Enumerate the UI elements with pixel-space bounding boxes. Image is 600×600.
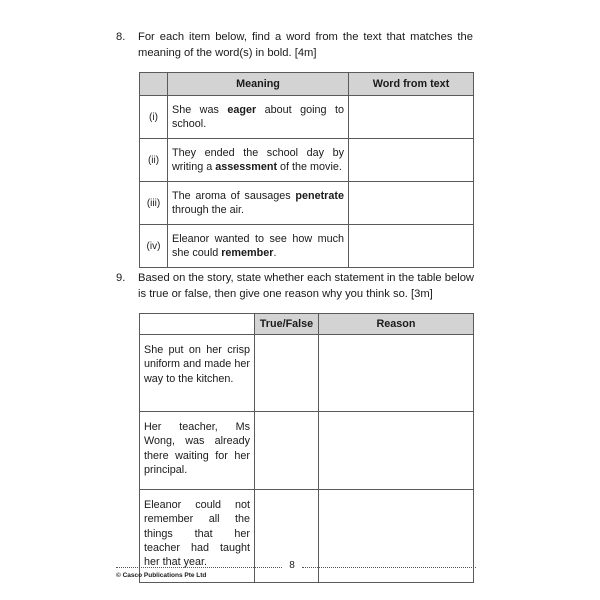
header-blank-cell xyxy=(140,314,255,335)
bold-word: remember xyxy=(221,247,274,259)
answer-cell[interactable] xyxy=(349,182,474,225)
table-row xyxy=(140,139,474,182)
footer-divider-right xyxy=(302,567,476,568)
meaning-text: Eleanor wanted to see how much she could xyxy=(172,233,344,259)
header-meaning: Meaning xyxy=(168,73,349,96)
reason-cell[interactable] xyxy=(319,335,474,412)
reason-cell[interactable] xyxy=(319,412,474,490)
true-false-cell[interactable] xyxy=(255,335,319,412)
question-9-table xyxy=(139,313,474,583)
bold-word: assessment xyxy=(215,161,278,173)
meaning-text: of the movie. xyxy=(277,161,342,173)
meaning-text: . xyxy=(273,247,277,259)
question-8-text: For each item below, find a word from the text that matches the meaning of the word(s) in bold. [4m] xyxy=(138,31,473,59)
table-row xyxy=(140,412,474,490)
meaning-text: She was xyxy=(172,104,228,116)
copyright-text: © Casco Publications Pte Ltd xyxy=(116,572,207,579)
question-9-number: 9. xyxy=(116,272,126,284)
bold-word: penetrate xyxy=(295,190,344,202)
header-true-false: True/False xyxy=(255,314,319,335)
row-number: (i) xyxy=(140,96,168,139)
table-row xyxy=(140,225,474,268)
question-9 xyxy=(116,270,476,304)
true-false-cell[interactable] xyxy=(255,412,319,490)
statement-cell: Her teacher, Ms Wong, was already there waiting for her principal. xyxy=(140,412,255,490)
header-reason: Reason xyxy=(319,314,474,335)
row-number: (iii) xyxy=(140,182,168,225)
question-8-table xyxy=(139,72,474,268)
meaning-cell xyxy=(168,96,349,139)
table-row xyxy=(140,335,474,412)
page-number: 8 xyxy=(289,560,295,571)
meaning-text: The aroma of sausages xyxy=(172,190,296,202)
answer-cell[interactable] xyxy=(349,139,474,182)
table-header-row xyxy=(140,73,474,96)
statement-cell: Eleanor could not remember all the things that her teacher had taught her that year. xyxy=(140,490,255,583)
question-8 xyxy=(116,29,476,63)
table-row xyxy=(140,96,474,139)
meaning-cell xyxy=(168,182,349,225)
header-word-from-text: Word from text xyxy=(349,73,474,96)
meaning-text: They ended the school day by writing a xyxy=(172,147,344,173)
table-header-row xyxy=(140,314,474,335)
footer-divider-left xyxy=(116,567,282,568)
question-9-text: Based on the story, state whether each statement in the table below is true or false, then give one reason why you think so. [3m] xyxy=(138,272,474,300)
table-row xyxy=(140,182,474,225)
question-8-number: 8. xyxy=(116,31,126,43)
statement-cell: She put on her crisp uniform and made her way to the kitchen. xyxy=(140,335,255,412)
row-number: (ii) xyxy=(140,139,168,182)
meaning-cell xyxy=(168,139,349,182)
answer-cell[interactable] xyxy=(349,96,474,139)
bold-word: eager xyxy=(227,104,257,116)
meaning-cell xyxy=(168,225,349,268)
header-blank-cell xyxy=(140,73,168,96)
page-footer xyxy=(116,560,476,587)
meaning-text: through the air. xyxy=(172,204,245,216)
meaning-text: about going to school. xyxy=(172,104,344,130)
row-number: (iv) xyxy=(140,225,168,268)
answer-cell[interactable] xyxy=(349,225,474,268)
